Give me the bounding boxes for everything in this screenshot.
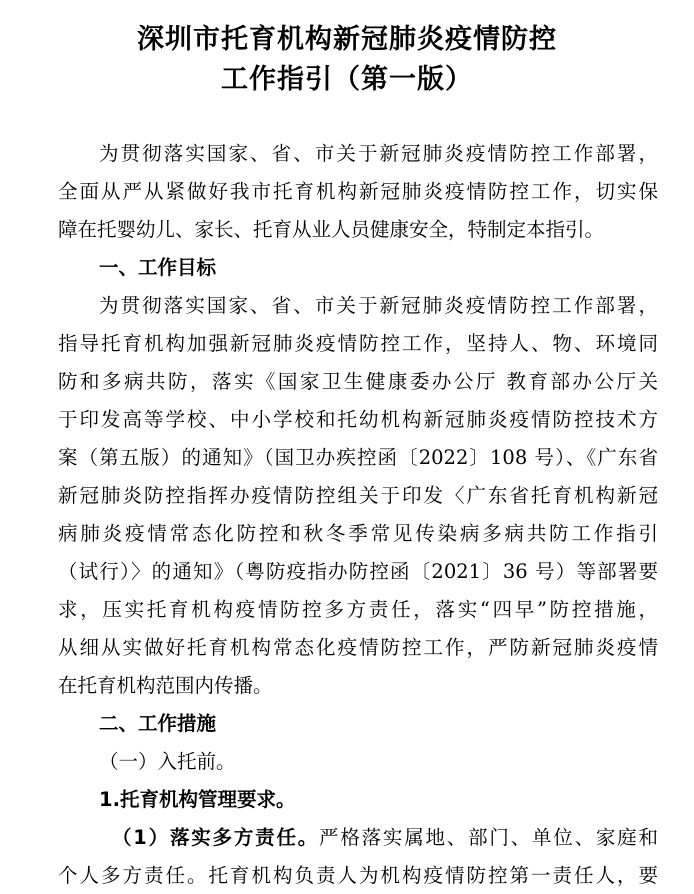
section-1-line-3: 防和多病共防，落实《国家卫生健康委办公厅 教育部办公厅关	[58, 370, 658, 393]
document-title-line-2: 工作指引（第一版）	[221, 64, 473, 95]
document-title-line-1: 深圳市托育机构新冠肺炎疫情防控	[137, 24, 557, 55]
intro-line-1: 为贯彻落实国家、省、市关于新冠肺炎疫情防控工作部署，	[99, 142, 658, 165]
section-1-line-5: 案（第五版）的通知》（国卫办疾控函〔2022〕108 号）、《广东省	[58, 446, 658, 469]
section-1-line-6: 新冠肺炎防控指挥办疫情防控组关于印发〈广东省托育机构新冠	[58, 484, 658, 507]
item-1-1-line-2: 个人多方责任。托育机构负责人为机构疫情防控第一责任人，要	[58, 864, 658, 887]
section-1-line-10: 从细从实做好托育机构常态化疫情防控工作，严防新冠肺炎疫情	[58, 636, 658, 659]
section-1-line-1: 为贯彻落实国家、省、市关于新冠肺炎疫情防控工作部署，	[99, 294, 658, 317]
section-1-line-2: 指导托育机构加强新冠肺炎疫情防控工作，坚持人、物、环境同	[58, 332, 658, 355]
item-1-1-line-1	[112, 825, 658, 851]
section-1-line-7: 病肺炎疫情常态化防控和秋冬季常见传染病多病共防工作指引	[58, 522, 658, 545]
section-1-line-4: 于印发高等学校、中小学校和托幼机构新冠肺炎疫情防控技术方	[58, 408, 658, 431]
section-1-line-11: 在托育机构范围内传播。	[58, 674, 273, 697]
item-1-1-label: （1）落实多方责任。	[112, 826, 320, 849]
section-1-heading: 一、工作目标	[99, 256, 217, 279]
section-1-line-9: 求，压实托育机构疫情防控多方责任，落实“四早”防控措施，	[58, 598, 658, 621]
intro-line-3: 障在托婴幼儿、家长、托育从业人员健康安全，特制定本指引。	[58, 218, 605, 241]
section-2-heading: 二、工作措施	[99, 712, 217, 735]
section-1-line-8: （试行）〉的通知》（粤防疫指办防控函〔2021〕36 号）等部署要	[58, 560, 658, 583]
item-1-1-text: 严格落实属地、部门、单位、家庭和	[319, 826, 658, 849]
item-1-heading: 1.托育机构管理要求。	[99, 788, 296, 811]
intro-line-2: 全面从严从紧做好我市托育机构新冠肺炎疫情防控工作，切实保	[58, 180, 658, 203]
subsection-1-heading: （一）入托前。	[99, 750, 236, 773]
